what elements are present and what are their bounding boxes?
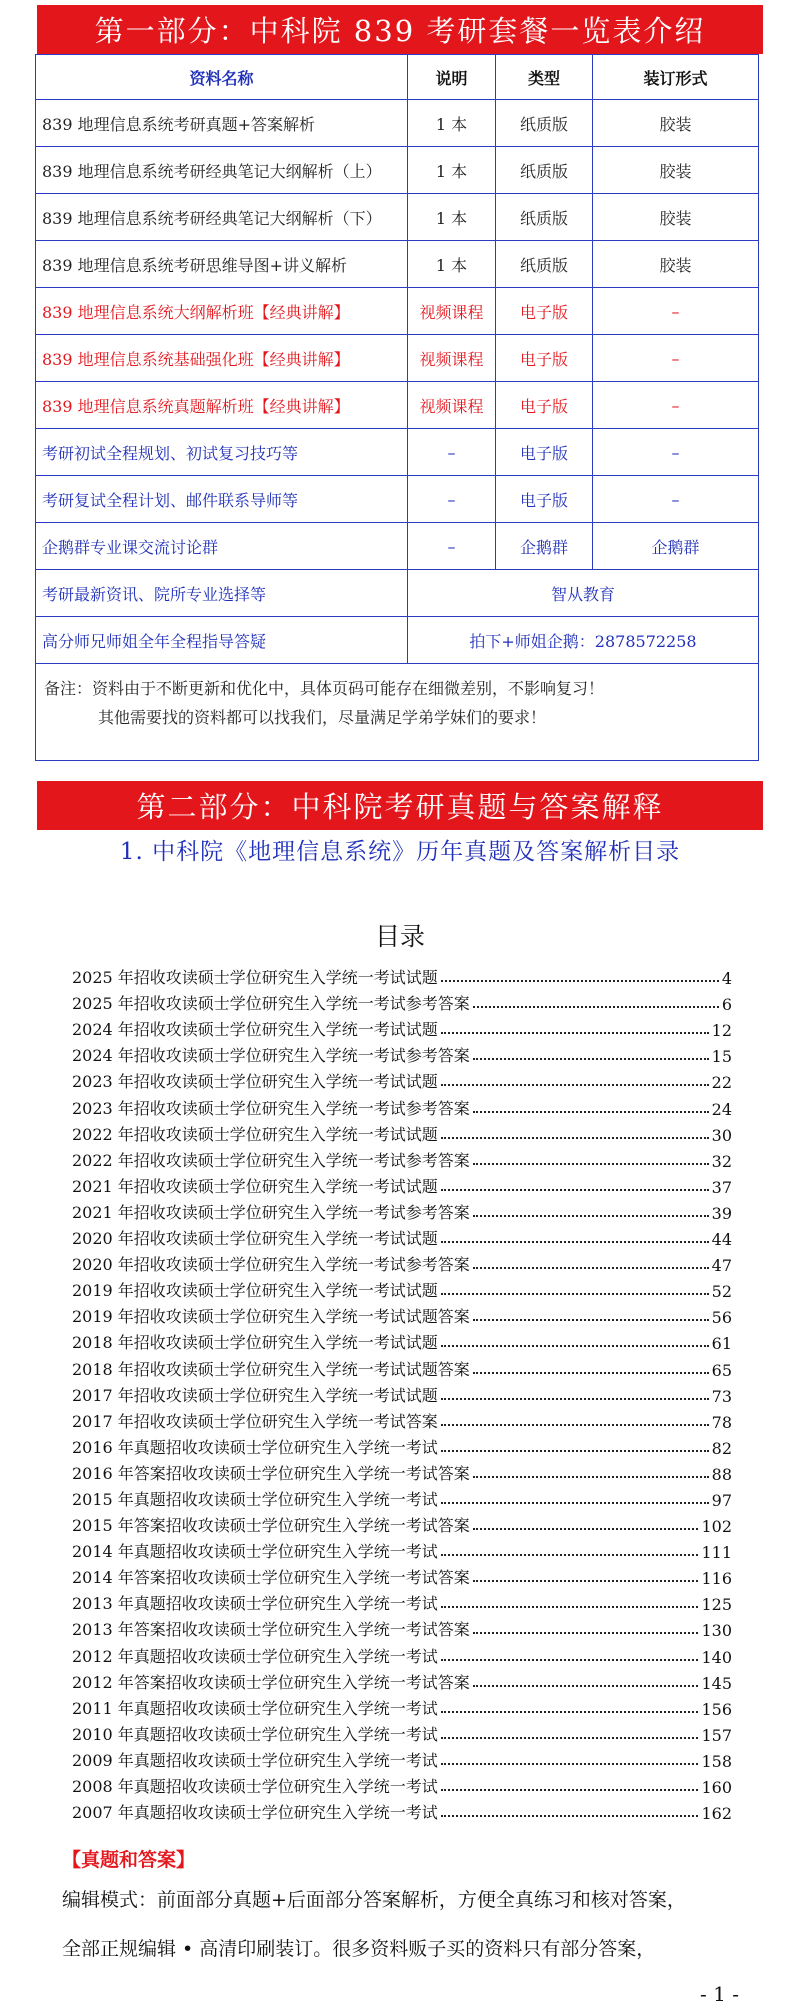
- toc-entry-text: 2022 年招收攻读硕士学位研究生入学统一考试参考答案: [72, 1150, 470, 1170]
- note-line: 备注：资料由于不断更新和优化中，具体页码可能存在细微差别，不影响复习！: [44, 679, 605, 698]
- cell-type: 电子版: [496, 429, 593, 476]
- toc-entry-page: 162: [701, 1804, 732, 1824]
- toc-leader-dots: [441, 1031, 709, 1034]
- toc-entry[interactable]: [72, 1327, 732, 1353]
- toc-entry[interactable]: [72, 988, 732, 1014]
- header-desc: 说明: [408, 55, 496, 100]
- toc-entry[interactable]: [72, 1745, 732, 1771]
- cell-desc: 视频课程: [408, 335, 496, 382]
- toc-leader-dots: [441, 1240, 709, 1243]
- toc-leader-dots: [441, 1814, 699, 1817]
- toc-entry-text: 2015 年真题招收攻读硕士学位研究生入学统一考试: [72, 1489, 438, 1509]
- cell-binding: 胶装: [593, 194, 759, 241]
- toc-leader-dots: [441, 1397, 709, 1400]
- toc-entry[interactable]: [72, 962, 732, 988]
- cell-desc: –: [408, 523, 496, 570]
- toc-entry[interactable]: [72, 1719, 732, 1745]
- toc-entry-text: 2021 年招收攻读硕士学位研究生入学统一考试参考答案: [72, 1202, 470, 1222]
- toc-leader-dots: [441, 1788, 699, 1791]
- table-row: [36, 288, 759, 335]
- toc-entry-text: 2012 年答案招收攻读硕士学位研究生入学统一考试答案: [72, 1672, 470, 1692]
- toc-leader-dots: [473, 1005, 719, 1008]
- cell-binding: –: [593, 429, 759, 476]
- cell-name: 839 地理信息系统考研经典笔记大纲解析（上）: [36, 147, 408, 194]
- note-line: 其他需要找的资料都可以找我们，尽量满足学弟学妹们的要求！: [98, 708, 547, 727]
- toc-entry-text: 2010 年真题招收攻读硕士学位研究生入学统一考试: [72, 1724, 438, 1744]
- cell-merged-value: 拍下+师姐企鹅：2878572258: [408, 617, 759, 664]
- toc-leader-dots: [441, 1188, 709, 1191]
- table-row: [36, 100, 759, 147]
- toc-entry-text: 2014 年真题招收攻读硕士学位研究生入学统一考试: [72, 1542, 438, 1562]
- toc-entry-page: 156: [701, 1699, 732, 1719]
- section-title: 1. 中科院《地理信息系统》历年真题及答案解析目录: [119, 839, 681, 865]
- toc-entry-page: 116: [701, 1569, 732, 1589]
- toc-entry-text: 2011 年真题招收攻读硕士学位研究生入学统一考试: [72, 1698, 438, 1718]
- cell-name: 考研复试全程计划、邮件联系导师等: [36, 476, 408, 523]
- toc-leader-dots: [473, 1684, 699, 1687]
- toc-entry[interactable]: [72, 1667, 732, 1693]
- cell-name: 839 地理信息系统基础强化班【经典讲解】: [36, 335, 408, 382]
- toc-leader-dots: [473, 1162, 709, 1165]
- toc-entry[interactable]: [72, 1380, 732, 1406]
- part1-banner: 第一部分：中科院 839 考研套餐一览表介绍: [37, 5, 763, 54]
- cell-name: 考研最新资讯、院所专业选择等: [36, 570, 408, 617]
- toc-entry-text: 2019 年招收攻读硕士学位研究生入学统一考试试题答案: [72, 1307, 470, 1327]
- toc-leader-dots: [441, 1501, 709, 1504]
- toc-entry-page: 30: [711, 1125, 732, 1145]
- cell-binding: –: [593, 288, 759, 335]
- toc-entry-text: 2012 年真题招收攻读硕士学位研究生入学统一考试: [72, 1646, 438, 1666]
- cell-name: 839 地理信息系统考研思维导图+讲义解析: [36, 241, 408, 288]
- toc-entry-text: 2025 年招收攻读硕士学位研究生入学统一考试试题: [72, 968, 438, 988]
- table-row: [36, 382, 759, 429]
- toc-entry-page: 78: [711, 1412, 732, 1432]
- toc-leader-dots: [473, 1631, 699, 1634]
- cell-merged-value: 智从教育: [408, 570, 759, 617]
- toc-entry[interactable]: [72, 1771, 732, 1797]
- toc-entry[interactable]: [72, 1432, 732, 1458]
- toc-entry[interactable]: [72, 1353, 732, 1379]
- toc-entry[interactable]: [72, 1484, 732, 1510]
- cell-name: 企鹅群专业课交流讨论群: [36, 523, 408, 570]
- toc-entry-text: 2016 年真题招收攻读硕士学位研究生入学统一考试: [72, 1437, 438, 1457]
- toc-entry-text: 2025 年招收攻读硕士学位研究生入学统一考试参考答案: [72, 994, 470, 1014]
- toc-entry[interactable]: [72, 1275, 732, 1301]
- toc-leader-dots: [441, 1605, 699, 1608]
- cell-type: 纸质版: [496, 100, 593, 147]
- toc-entry-page: 82: [711, 1438, 732, 1458]
- toc-entry[interactable]: [72, 1119, 732, 1145]
- cell-binding: –: [593, 476, 759, 523]
- toc-entry-page: 125: [701, 1595, 732, 1615]
- toc-entry[interactable]: [72, 1614, 732, 1640]
- table-row: [36, 194, 759, 241]
- toc-leader-dots: [441, 1762, 699, 1765]
- toc-entry-page: 97: [711, 1490, 732, 1510]
- toc-entry[interactable]: [72, 1510, 732, 1536]
- cell-binding: 企鹅群: [593, 523, 759, 570]
- paragraph-line: 全部正规编辑 • 高清印刷装订。很多资料贩子买的资料只有部分答案，: [62, 1938, 656, 1960]
- cell-type: 电子版: [496, 335, 593, 382]
- toc-entry[interactable]: [72, 1536, 732, 1562]
- toc-entry-page: 22: [711, 1073, 732, 1093]
- cell-desc: 1 本: [408, 194, 496, 241]
- table-row: [36, 429, 759, 476]
- table-row: [36, 241, 759, 288]
- section-heading: 【真题和答案】: [62, 1849, 196, 1871]
- table-row: [36, 523, 759, 570]
- cell-desc: 视频课程: [408, 382, 496, 429]
- toc-leader-dots: [441, 1292, 709, 1295]
- header-type: 类型: [496, 55, 593, 100]
- cell-binding: 胶装: [593, 100, 759, 147]
- toc-entry-page: 32: [711, 1151, 732, 1171]
- toc-entry[interactable]: [72, 1249, 732, 1275]
- cell-desc: 1 本: [408, 241, 496, 288]
- toc-entry[interactable]: [72, 1797, 732, 1823]
- toc-entry-page: 140: [701, 1647, 732, 1667]
- toc-entry[interactable]: [72, 1640, 732, 1666]
- toc-entry-page: 6: [721, 995, 732, 1015]
- cell-type: 纸质版: [496, 194, 593, 241]
- toc-leader-dots: [441, 1710, 699, 1713]
- toc-entry-text: 2020 年招收攻读硕士学位研究生入学统一考试参考答案: [72, 1255, 470, 1275]
- toc-entry[interactable]: [72, 1145, 732, 1171]
- toc-entry-page: 73: [711, 1386, 732, 1406]
- toc-entry[interactable]: [72, 1458, 732, 1484]
- page-number: - 1 -: [700, 1982, 739, 2006]
- toc-leader-dots: [473, 1057, 709, 1060]
- cell-desc: 1 本: [408, 147, 496, 194]
- toc-entry-page: 24: [711, 1099, 732, 1119]
- cell-desc: 1 本: [408, 100, 496, 147]
- toc-entry-text: 2021 年招收攻读硕士学位研究生入学统一考试试题: [72, 1176, 438, 1196]
- toc-entry-text: 2024 年招收攻读硕士学位研究生入学统一考试参考答案: [72, 1046, 470, 1066]
- toc-leader-dots: [441, 1736, 699, 1739]
- header-name: 资料名称: [36, 55, 408, 100]
- toc-leader-dots: [473, 1579, 699, 1582]
- toc-entry-text: 2017 年招收攻读硕士学位研究生入学统一考试答案: [72, 1411, 438, 1431]
- toc-title: 目录: [374, 922, 425, 951]
- toc-entry-page: 39: [711, 1203, 732, 1223]
- cell-name: 839 地理信息系统考研经典笔记大纲解析（下）: [36, 194, 408, 241]
- cell-desc: –: [408, 429, 496, 476]
- table-row: [36, 335, 759, 382]
- toc-leader-dots: [441, 1423, 709, 1426]
- toc-entry-page: 4: [721, 969, 732, 989]
- toc-entry[interactable]: [72, 1562, 732, 1588]
- cell-binding: –: [593, 335, 759, 382]
- toc-entry[interactable]: [72, 1014, 732, 1040]
- toc-entry-page: 44: [711, 1230, 732, 1250]
- toc-entry-text: 2019 年招收攻读硕士学位研究生入学统一考试试题: [72, 1281, 438, 1301]
- toc-leader-dots: [441, 1136, 709, 1139]
- table-header-row: [36, 55, 759, 100]
- toc-entry-text: 2007 年真题招收攻读硕士学位研究生入学统一考试: [72, 1803, 438, 1823]
- toc-entry-page: 56: [711, 1308, 732, 1328]
- toc-leader-dots: [441, 1344, 709, 1347]
- toc-entry[interactable]: [72, 1066, 732, 1092]
- cell-name: 高分师兄师姐全年全程指导答疑: [36, 617, 408, 664]
- toc-entry-page: 145: [701, 1673, 732, 1693]
- toc-entry-page: 160: [701, 1778, 732, 1797]
- toc-entry-page: 111: [701, 1543, 732, 1563]
- toc-entry-page: 88: [711, 1464, 732, 1484]
- table-row: [36, 476, 759, 523]
- toc-leader-dots: [473, 1266, 709, 1269]
- toc-entry[interactable]: [72, 1406, 732, 1432]
- table-note-row: [36, 664, 759, 761]
- cell-name: 839 地理信息系统真题解析班【经典讲解】: [36, 382, 408, 429]
- cell-binding: 胶装: [593, 241, 759, 288]
- toc-entry[interactable]: [72, 1092, 732, 1118]
- toc-entry[interactable]: [72, 1693, 732, 1719]
- toc-leader-dots: [441, 979, 719, 982]
- cell-binding: 胶装: [593, 147, 759, 194]
- table-row: [36, 570, 759, 617]
- toc-entry[interactable]: [72, 1040, 732, 1066]
- toc-entry-page: 61: [711, 1334, 732, 1354]
- toc-leader-dots: [473, 1318, 709, 1321]
- table-of-contents: [72, 962, 732, 1823]
- toc-leader-dots: [473, 1527, 699, 1530]
- toc-entry-page: 15: [711, 1047, 732, 1067]
- table-row: [36, 617, 759, 664]
- toc-entry-page: 52: [711, 1282, 732, 1302]
- toc-entry[interactable]: [72, 1197, 732, 1223]
- cell-type: 纸质版: [496, 147, 593, 194]
- header-binding: 装订形式: [593, 55, 759, 100]
- toc-leader-dots: [441, 1658, 699, 1661]
- toc-entry-text: 2023 年招收攻读硕士学位研究生入学统一考试参考答案: [72, 1098, 470, 1118]
- cell-type: 电子版: [496, 382, 593, 429]
- toc-entry-text: 2013 年答案招收攻读硕士学位研究生入学统一考试答案: [72, 1620, 470, 1640]
- toc-leader-dots: [473, 1475, 709, 1478]
- toc-entry[interactable]: [72, 1223, 732, 1249]
- part2-banner: 第二部分：中科院考研真题与答案解释: [37, 781, 763, 830]
- toc-leader-dots: [441, 1083, 709, 1086]
- toc-entry-page: 158: [701, 1751, 732, 1771]
- table-note: [36, 664, 759, 761]
- toc-entry-text: 2017 年招收攻读硕士学位研究生入学统一考试试题: [72, 1385, 438, 1405]
- toc-entry-text: 2014 年答案招收攻读硕士学位研究生入学统一考试答案: [72, 1568, 470, 1588]
- toc-entry-page: 12: [711, 1021, 732, 1041]
- toc-entry-page: 47: [711, 1256, 732, 1276]
- toc-leader-dots: [473, 1110, 709, 1113]
- table-row: [36, 147, 759, 194]
- toc-entry-page: 65: [711, 1360, 732, 1380]
- toc-entry-text: 2023 年招收攻读硕士学位研究生入学统一考试试题: [72, 1072, 438, 1092]
- toc-entry[interactable]: [72, 1171, 732, 1197]
- cell-desc: 视频课程: [408, 288, 496, 335]
- cell-desc: –: [408, 476, 496, 523]
- cell-type: 电子版: [496, 476, 593, 523]
- cell-type: 纸质版: [496, 241, 593, 288]
- toc-leader-dots: [473, 1371, 709, 1374]
- toc-entry[interactable]: [72, 1301, 732, 1327]
- toc-leader-dots: [441, 1553, 699, 1556]
- toc-entry-text: 2024 年招收攻读硕士学位研究生入学统一考试试题: [72, 1020, 438, 1040]
- toc-entry-text: 2022 年招收攻读硕士学位研究生入学统一考试试题: [72, 1124, 438, 1144]
- package-table: [35, 54, 759, 761]
- toc-entry-text: 2009 年真题招收攻读硕士学位研究生入学统一考试: [72, 1750, 438, 1770]
- cell-name: 839 地理信息系统大纲解析班【经典讲解】: [36, 288, 408, 335]
- toc-entry-text: 2008 年真题招收攻读硕士学位研究生入学统一考试: [72, 1777, 438, 1796]
- toc-entry-text: 2016 年答案招收攻读硕士学位研究生入学统一考试答案: [72, 1463, 470, 1483]
- paragraph-line: 编辑模式：前面部分真题+后面部分答案解析，方便全真练习和核对答案，: [62, 1889, 686, 1911]
- toc-entry-text: 2015 年答案招收攻读硕士学位研究生入学统一考试答案: [72, 1516, 470, 1536]
- toc-leader-dots: [473, 1214, 709, 1217]
- toc-entry-page: 157: [701, 1725, 732, 1745]
- cell-name: 考研初试全程规划、初试复习技巧等: [36, 429, 408, 476]
- toc-entry-page: 102: [701, 1517, 732, 1537]
- toc-entry-text: 2013 年真题招收攻读硕士学位研究生入学统一考试: [72, 1594, 438, 1614]
- toc-entry-text: 2018 年招收攻读硕士学位研究生入学统一考试试题: [72, 1333, 438, 1353]
- toc-entry-text: 2020 年招收攻读硕士学位研究生入学统一考试试题: [72, 1229, 438, 1249]
- toc-entry-page: 130: [701, 1621, 732, 1641]
- toc-entry-text: 2018 年招收攻读硕士学位研究生入学统一考试试题答案: [72, 1359, 470, 1379]
- toc-entry[interactable]: [72, 1588, 732, 1614]
- cell-binding: –: [593, 382, 759, 429]
- toc-leader-dots: [441, 1449, 709, 1452]
- cell-type: 企鹅群: [496, 523, 593, 570]
- cell-name: 839 地理信息系统考研真题+答案解析: [36, 100, 408, 147]
- toc-entry-page: 37: [711, 1177, 732, 1197]
- cell-type: 电子版: [496, 288, 593, 335]
